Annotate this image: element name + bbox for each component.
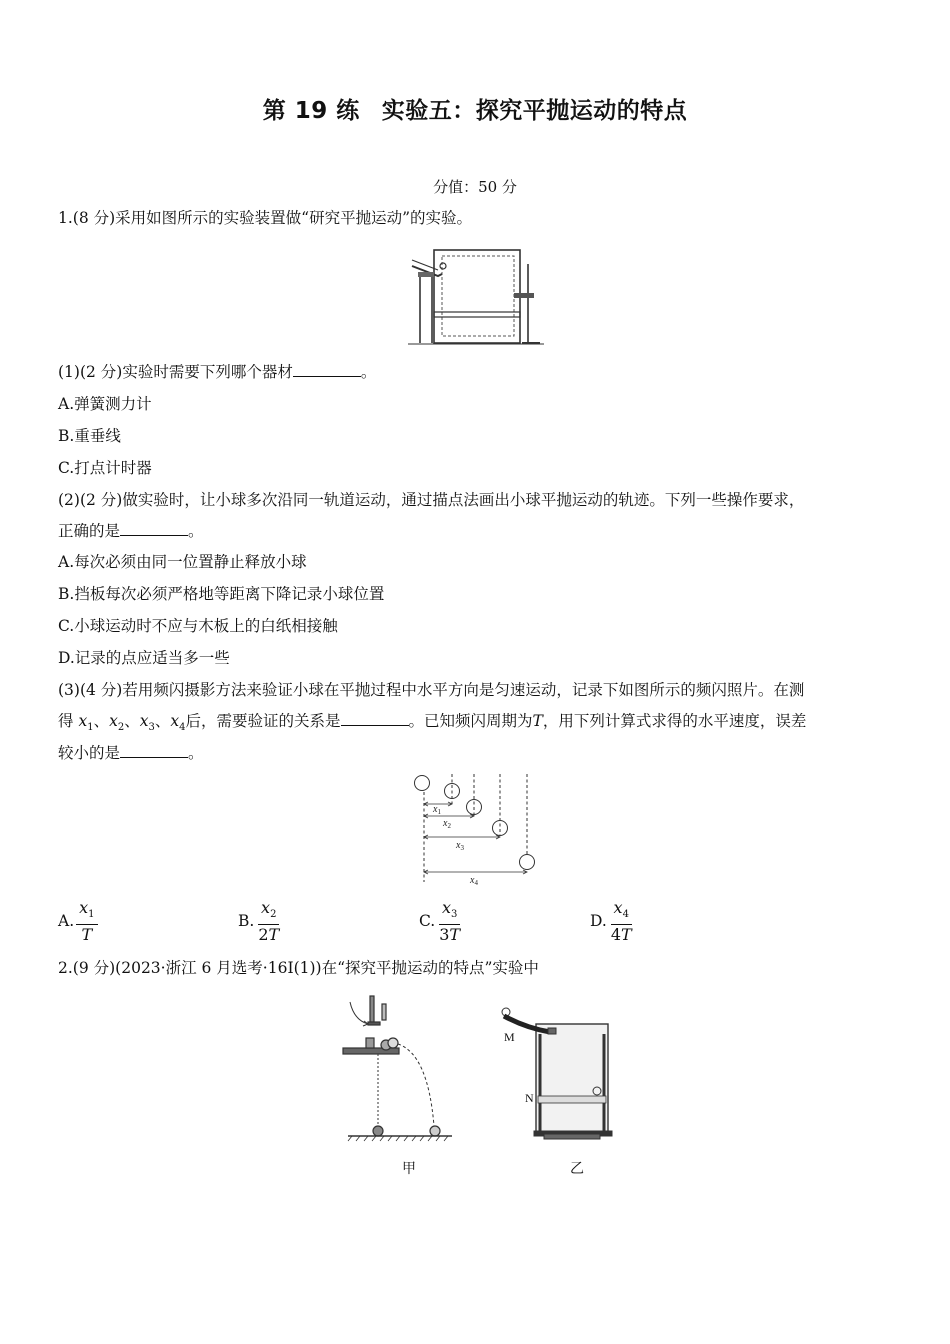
fraction: $\frac{x_2}{2T}$ xyxy=(258,898,280,945)
label-m: M xyxy=(504,1030,515,1044)
answer-blank[interactable] xyxy=(120,521,188,536)
answer-blank[interactable] xyxy=(120,743,188,758)
label-x1: $x_1$ xyxy=(433,804,441,816)
answer-blank[interactable] xyxy=(293,362,361,377)
q1-part3-stem: (3)(4 分)若用频闪摄影方法来验证小球在平抛过程中水平方向是匀速运动，记录下如图所示的频闪照片。在测 xyxy=(58,681,805,699)
q1-part1-option-b: B.重垂线 xyxy=(58,427,121,445)
fraction: $\frac{x_1}{T}$ xyxy=(76,898,97,944)
q1-part2-stem-cont: 正确的是 。 xyxy=(58,522,204,540)
exercise-name: 实验五：探究平抛运动的特点 xyxy=(381,98,688,124)
label-x3: $x_3$ xyxy=(456,840,464,852)
q1-stem: 1.(8 分)采用如图所示的实验装置做“研究平抛运动”的实验。 xyxy=(58,209,473,227)
caption-figure-b: 乙 xyxy=(570,1161,584,1177)
q2-figure-b xyxy=(500,1004,618,1142)
q1-part3-stem-line3: 较小的是 。 xyxy=(58,744,204,762)
q1-part2-option-b: B.挡板每次必须严格地等距离下降记录小球位置 xyxy=(58,585,385,603)
q1-part2-option-d: D.记录的点应适当多一些 xyxy=(58,649,230,667)
q2-stem: 2.(9 分)(2023·浙江 6 月选考·16Ⅰ(1))在“探究平抛运动的特点”实验中 xyxy=(58,959,539,977)
q1-part1-option-c: C.打点计时器 xyxy=(58,459,152,477)
q1-part2-stem: (2)(2 分)做实验时，让小球多次沿同一轨道运动，通过描点法画出小球平抛运动的轨迹。下列一些操作要求， xyxy=(58,491,805,509)
answer-blank[interactable] xyxy=(341,711,409,726)
page-title xyxy=(0,92,950,125)
q1-part1-stem: (1)(2 分)实验时需要下列哪个器材 。 xyxy=(58,363,377,381)
q1-choice-c: C. $\frac{x_3}{3T}$ xyxy=(419,898,461,945)
caption-figure-a: 甲 xyxy=(402,1161,416,1177)
q1-choice-d: D. $\frac{x_4}{4T}$ xyxy=(590,898,632,945)
q1-apparatus-figure xyxy=(408,244,544,346)
q1-part1-option-a: A.弹簧测力计 xyxy=(58,395,152,413)
label-x2: $x_2$ xyxy=(443,818,451,830)
q1-part3-stem-line2: 得 $x_1$、$x_2$、$x_3$、$x_4$后，需要验证的关系是 。已知频闪周期为T，用下列计算式求得的水平速度，误差 xyxy=(58,712,807,734)
exercise-number: 第 19 练 xyxy=(262,98,360,124)
q2-figure-a xyxy=(340,992,462,1144)
q1-choice-a: A. $\frac{x_1}{T}$ xyxy=(58,898,98,944)
label-x4: $x_4$ xyxy=(470,875,478,887)
label-n: N xyxy=(525,1091,534,1105)
fraction: $\frac{x_3}{3T}$ xyxy=(439,898,461,945)
q1-strobe-figure xyxy=(408,774,548,888)
q1-part2-option-c: C.小球运动时不应与木板上的白纸相接触 xyxy=(58,617,338,635)
q1-choice-b: B. $\frac{x_2}{2T}$ xyxy=(238,898,280,945)
q1-part2-option-a: A.每次必须由同一位置静止释放小球 xyxy=(58,553,307,571)
fraction: $\frac{x_4}{4T}$ xyxy=(610,898,632,945)
score-line: 分值：50 分 xyxy=(433,178,517,196)
